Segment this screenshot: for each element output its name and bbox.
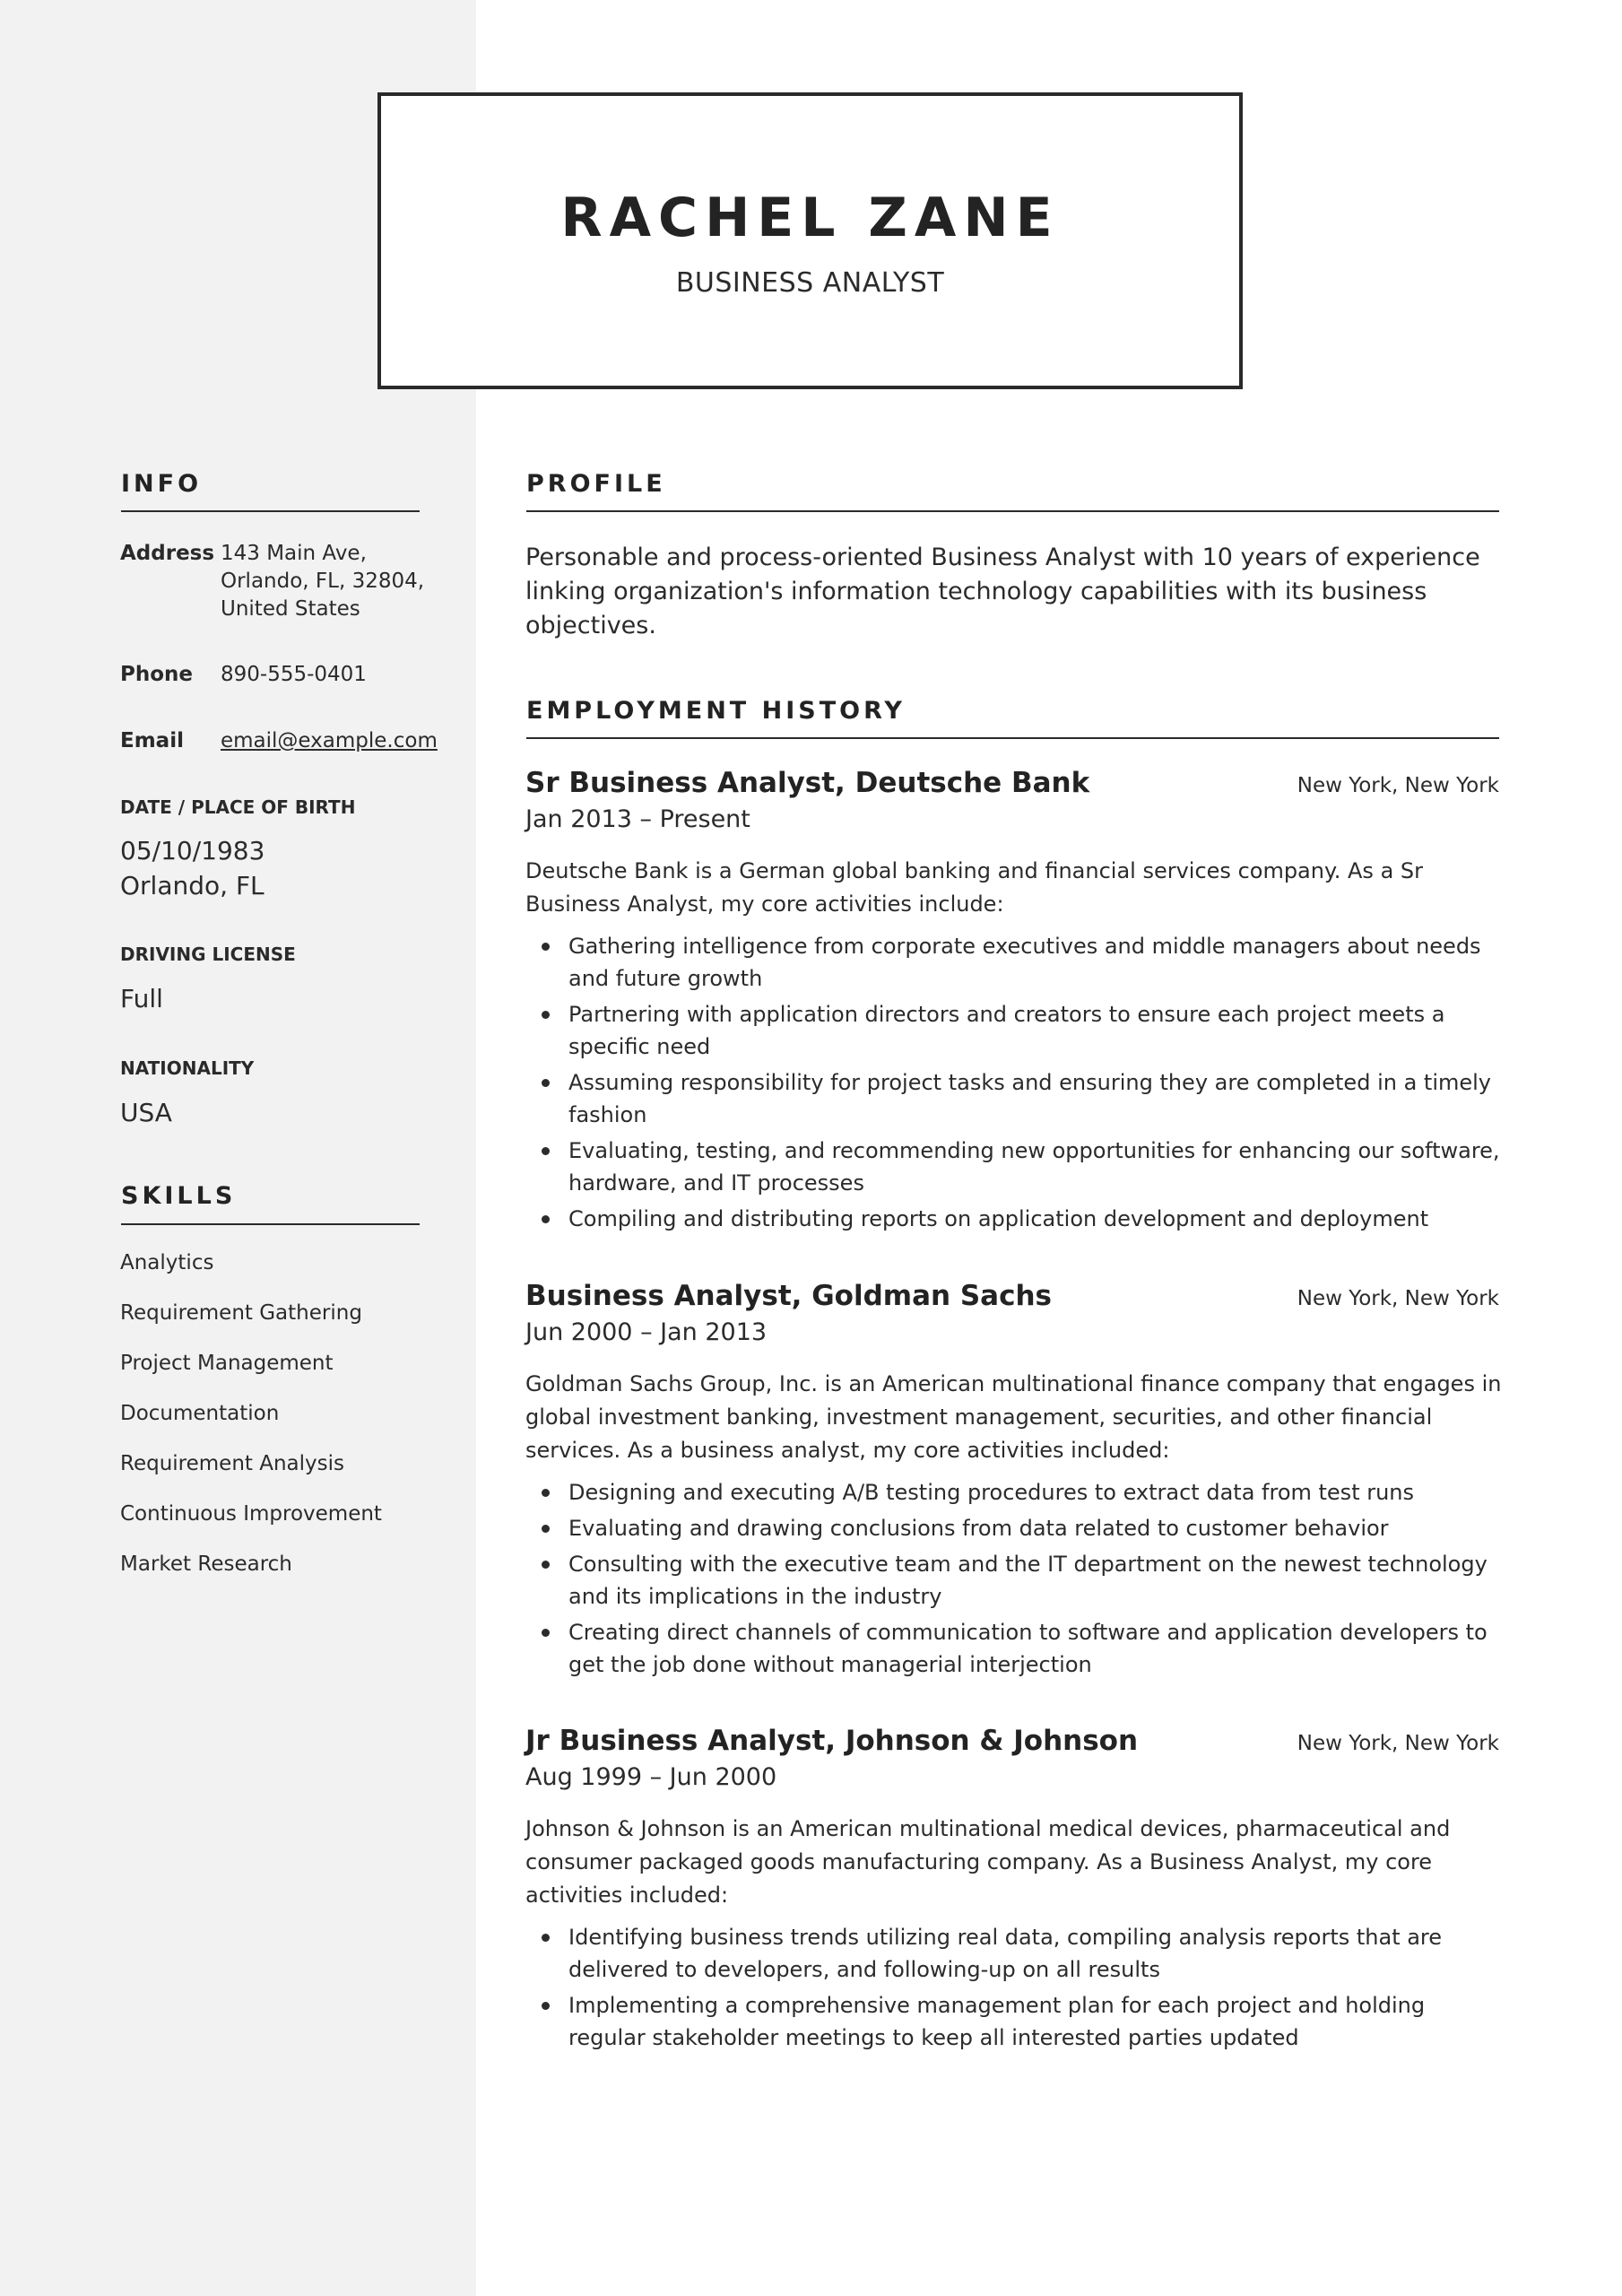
job-description: Johnson & Johnson is an American multinational medical devices, pharmaceutical and consumer packaged goods manufacturing company. As a Business Analyst, my core activities included: (525, 1816, 1451, 1908)
bullet-dot-icon (542, 1489, 550, 1497)
phone-label: Phone (120, 663, 194, 686)
profile-summary: Personable and process-oriented Business Analyst with 10 years of experience linking organization's information technology capabilities with its business objectives. (525, 544, 1480, 639)
name-header-box (377, 92, 1243, 389)
job-description: Deutsche Bank is a German global banking and financial services company. As a Sr Business Analyst, my core activities include: (525, 858, 1424, 917)
job-bullet: Consulting with the executive team and the IT department on the newest technology and its implications in the industry (525, 1548, 1507, 1613)
job-bullet: Compiling and distributing reports on application development and deployment (525, 1203, 1507, 1235)
job-bullet: Gathering intelligence from corporate executives and middle managers about needs and future growth (525, 930, 1507, 995)
birthplace-value: Orlando, FL (120, 871, 265, 900)
info-heading: INFO (121, 470, 203, 498)
skill-item: Project Management (120, 1352, 334, 1375)
address-line-2: Orlando, FL, 32804, (221, 570, 425, 593)
skill-item: Requirement Analysis (120, 1452, 344, 1475)
job-dates: Jun 2000 – Jan 2013 (525, 1318, 768, 1346)
license-value: Full (120, 984, 163, 1013)
employment-heading: EMPLOYMENT HISTORY (526, 697, 906, 725)
job-dates: Jan 2013 – Present (525, 805, 750, 833)
skill-item: Requirement Gathering (120, 1301, 362, 1325)
job-bullet: Assuming responsibility for project tasks and ensuring they are completed in a timely fashion (525, 1066, 1507, 1131)
skill-item: Documentation (120, 1402, 280, 1425)
job-location: New York, New York (1297, 774, 1499, 797)
bullet-dot-icon (542, 1934, 550, 1942)
job-bullet: Designing and executing A/B testing procedures to extract data from test runs (525, 1476, 1507, 1509)
bullet-dot-icon (542, 943, 550, 951)
candidate-name: RACHEL ZANE (560, 187, 1060, 249)
license-label: DRIVING LICENSE (120, 944, 296, 965)
job-bullet-list (525, 1921, 1507, 2057)
job-description: Goldman Sachs Group, Inc. is an American multinational finance company that engages in global investment banking, investment management, securities, and other financial services. As a business analyst, my core activities included: (525, 1371, 1502, 1463)
profile-heading: PROFILE (526, 470, 666, 498)
job-bullet-list (525, 930, 1507, 1239)
bullet-dot-icon (542, 1561, 550, 1569)
skill-item: Analytics (120, 1251, 214, 1274)
bullet-dot-icon (542, 1629, 550, 1637)
candidate-title: BUSINESS ANALYST (675, 267, 945, 299)
bullet-dot-icon (542, 1215, 550, 1223)
job-bullet: Evaluating, testing, and recommending new opportunities for enhancing our software, hardware, and IT processes (525, 1135, 1507, 1199)
skills-divider (121, 1223, 420, 1225)
job-bullet-list (525, 1476, 1507, 1684)
email-link[interactable]: email@example.com (221, 729, 438, 752)
bullet-dot-icon (542, 1147, 550, 1155)
email-label: Email (120, 729, 184, 752)
job-title: Business Analyst, Goldman Sachs (525, 1280, 1053, 1312)
phone-value: 890-555-0401 (221, 663, 367, 686)
job-title: Sr Business Analyst, Deutsche Bank (525, 767, 1090, 799)
job-bullet: Creating direct channels of communication to software and application developers to get the job done without managerial interjection (525, 1616, 1507, 1681)
job-location: New York, New York (1297, 1732, 1499, 1755)
job-dates: Aug 1999 – Jun 2000 (525, 1763, 777, 1791)
info-divider (121, 510, 420, 512)
dob-value: 05/10/1983 (120, 836, 265, 865)
skill-item: Market Research (120, 1552, 292, 1576)
job-bullet: Implementing a comprehensive management plan for each project and holding regular stakeholder meetings to keep all interested parties updated (525, 1989, 1507, 2054)
address-label: Address (120, 542, 215, 565)
job-bullet: Identifying business trends utilizing real data, compiling analysis reports that are delivered to developers, and following-up on all results (525, 1921, 1507, 1986)
skill-item: Continuous Improvement (120, 1502, 382, 1526)
nationality-value: USA (120, 1098, 172, 1127)
dob-label: DATE / PLACE OF BIRTH (120, 796, 356, 818)
skills-list (120, 1251, 382, 1603)
bullet-dot-icon (542, 1079, 550, 1087)
employment-divider (526, 737, 1499, 739)
job-bullet: Partnering with application directors and creators to ensure each project meets a specific need (525, 998, 1507, 1063)
bullet-dot-icon (542, 1011, 550, 1019)
skills-heading: SKILLS (121, 1182, 237, 1210)
job-title: Jr Business Analyst, Johnson & Johnson (525, 1725, 1139, 1757)
nationality-label: NATIONALITY (120, 1057, 255, 1079)
address-line-3: United States (221, 597, 360, 621)
profile-divider (526, 510, 1499, 512)
bullet-dot-icon (542, 2002, 550, 2010)
job-bullet: Evaluating and drawing conclusions from data related to customer behavior (525, 1512, 1507, 1544)
bullet-dot-icon (542, 1525, 550, 1533)
address-line-1: 143 Main Ave, (221, 542, 367, 565)
job-location: New York, New York (1297, 1287, 1499, 1310)
